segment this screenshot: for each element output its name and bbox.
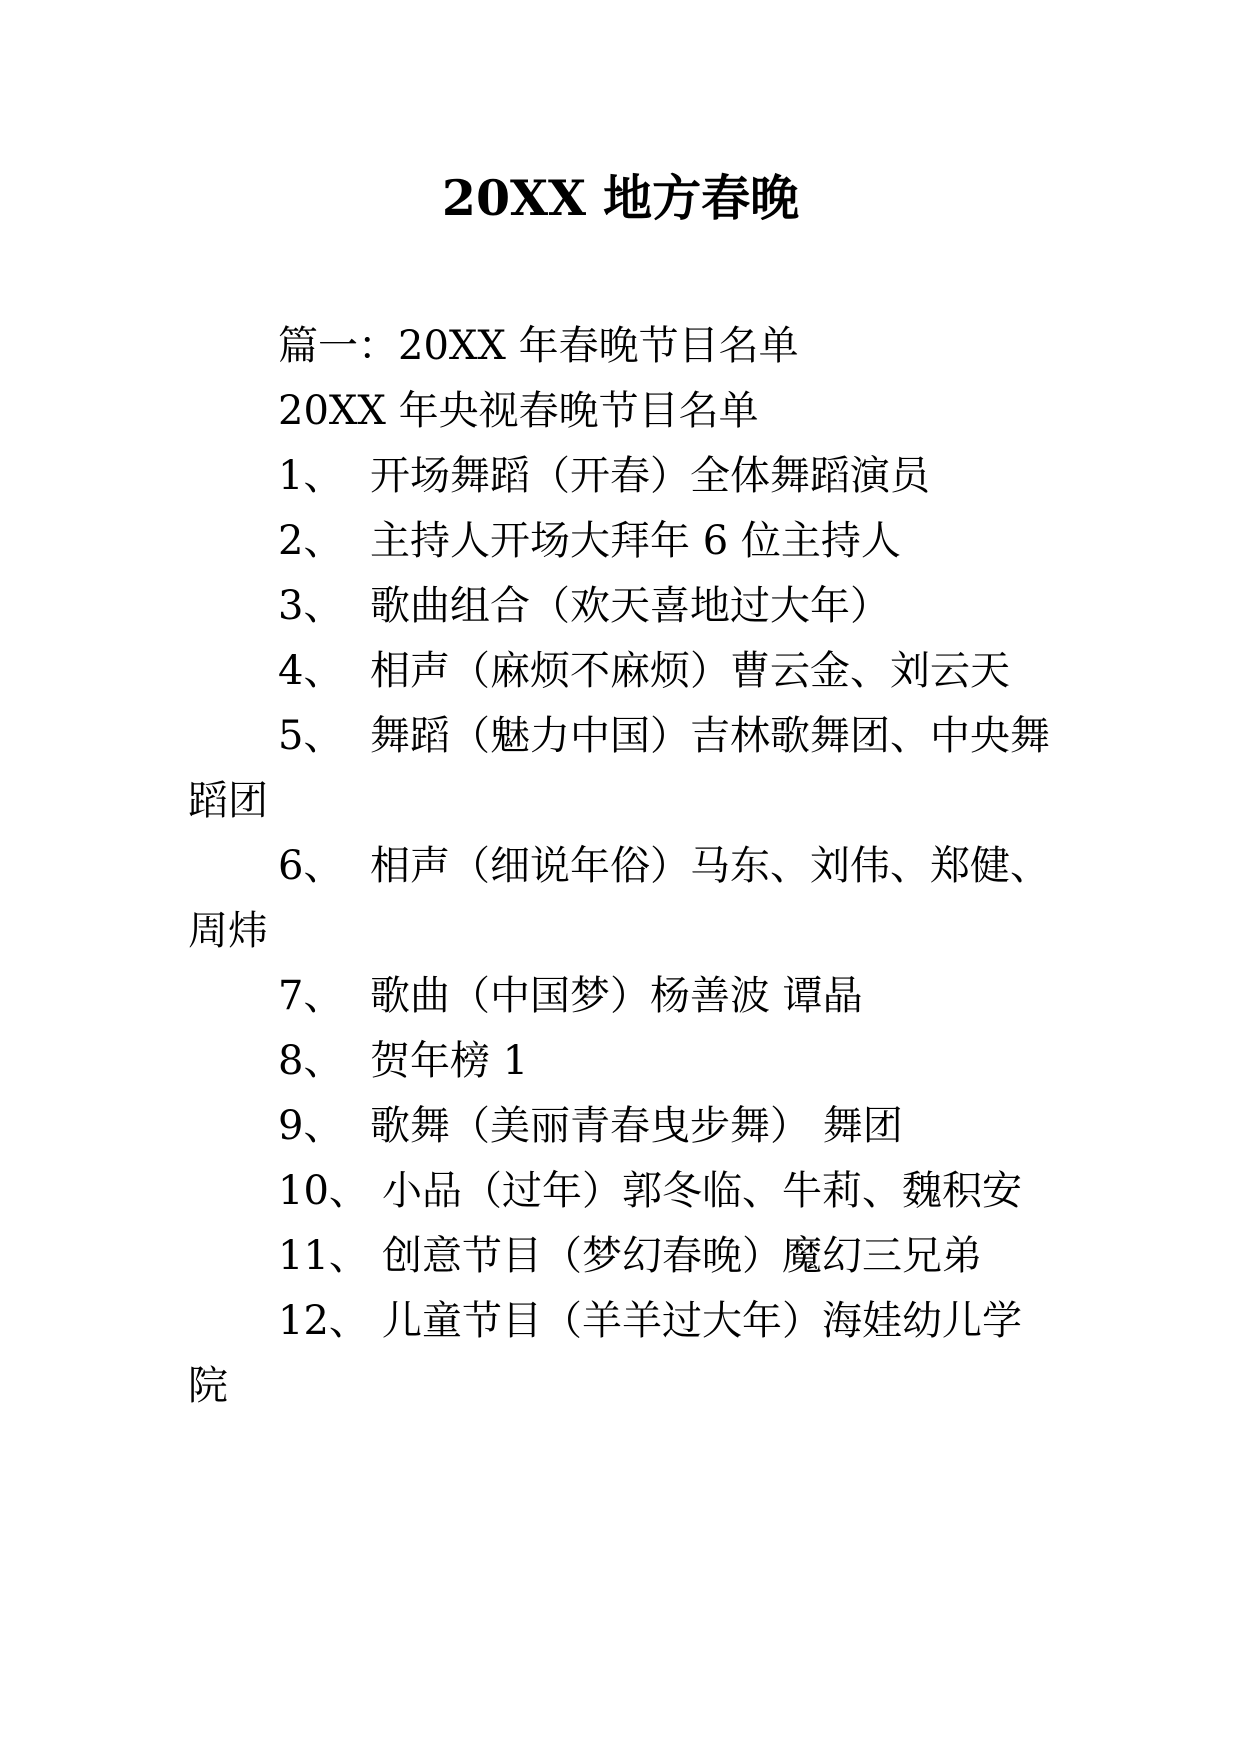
program-item-12 xyxy=(188,1289,1058,1419)
item-text: 小品（过年）郭冬临、牛莉、魏积安 xyxy=(382,1168,1022,1214)
item-text: 舞蹈（魅力中国）吉林歌舞团、中央舞蹈团 xyxy=(188,713,1050,824)
item-text: 儿童节目（羊羊过大年）海娃幼儿学院 xyxy=(188,1298,1022,1409)
item-number: 10、 xyxy=(278,1168,369,1214)
item-text: 歌舞（美丽青春曳步舞） 舞团 xyxy=(370,1103,903,1149)
program-item-1 xyxy=(188,444,1058,509)
program-item-7 xyxy=(188,964,1058,1029)
program-list-heading: 20XX 年央视春晚节目名单 xyxy=(278,388,759,434)
item-number: 7、 xyxy=(278,973,344,1019)
item-text: 歌曲组合（欢天喜地过大年） xyxy=(370,583,890,629)
document-body xyxy=(188,314,1058,1419)
section-heading: 篇一：20XX 年春晚节目名单 xyxy=(278,323,799,369)
item-number: 1、 xyxy=(278,453,344,499)
program-item-6 xyxy=(188,834,1058,964)
item-text: 主持人开场大拜年 6 位主持人 xyxy=(370,518,901,564)
item-text: 歌曲（中国梦）杨善波 谭晶 xyxy=(370,973,863,1019)
program-item-4 xyxy=(188,639,1058,704)
program-item-8 xyxy=(188,1029,1058,1094)
item-text: 开场舞蹈（开春）全体舞蹈演员 xyxy=(370,453,930,499)
item-number: 6、 xyxy=(278,843,344,889)
item-number: 2、 xyxy=(278,518,344,564)
item-number: 8、 xyxy=(278,1038,344,1084)
document-title: 20XX 地方春晚 xyxy=(441,169,800,227)
item-text: 创意节目（梦幻春晚）魔幻三兄弟 xyxy=(382,1233,982,1279)
item-number: 11、 xyxy=(278,1233,369,1279)
item-number: 9、 xyxy=(278,1103,344,1149)
item-text: 相声（细说年俗）马东、刘伟、郑健、周炜 xyxy=(188,843,1050,954)
program-item-10 xyxy=(188,1159,1058,1224)
program-item-11 xyxy=(188,1224,1058,1289)
program-item-2 xyxy=(188,509,1058,574)
item-number: 4、 xyxy=(278,648,344,694)
item-number: 3、 xyxy=(278,583,344,629)
item-text: 相声（麻烦不麻烦）曹云金、刘云天 xyxy=(370,648,1010,694)
item-number: 12、 xyxy=(278,1298,369,1344)
item-number: 5、 xyxy=(278,713,344,759)
program-item-3 xyxy=(188,574,1058,639)
program-item-9 xyxy=(188,1094,1058,1159)
program-item-5 xyxy=(188,704,1058,834)
item-text: 贺年榜 1 xyxy=(370,1038,529,1084)
